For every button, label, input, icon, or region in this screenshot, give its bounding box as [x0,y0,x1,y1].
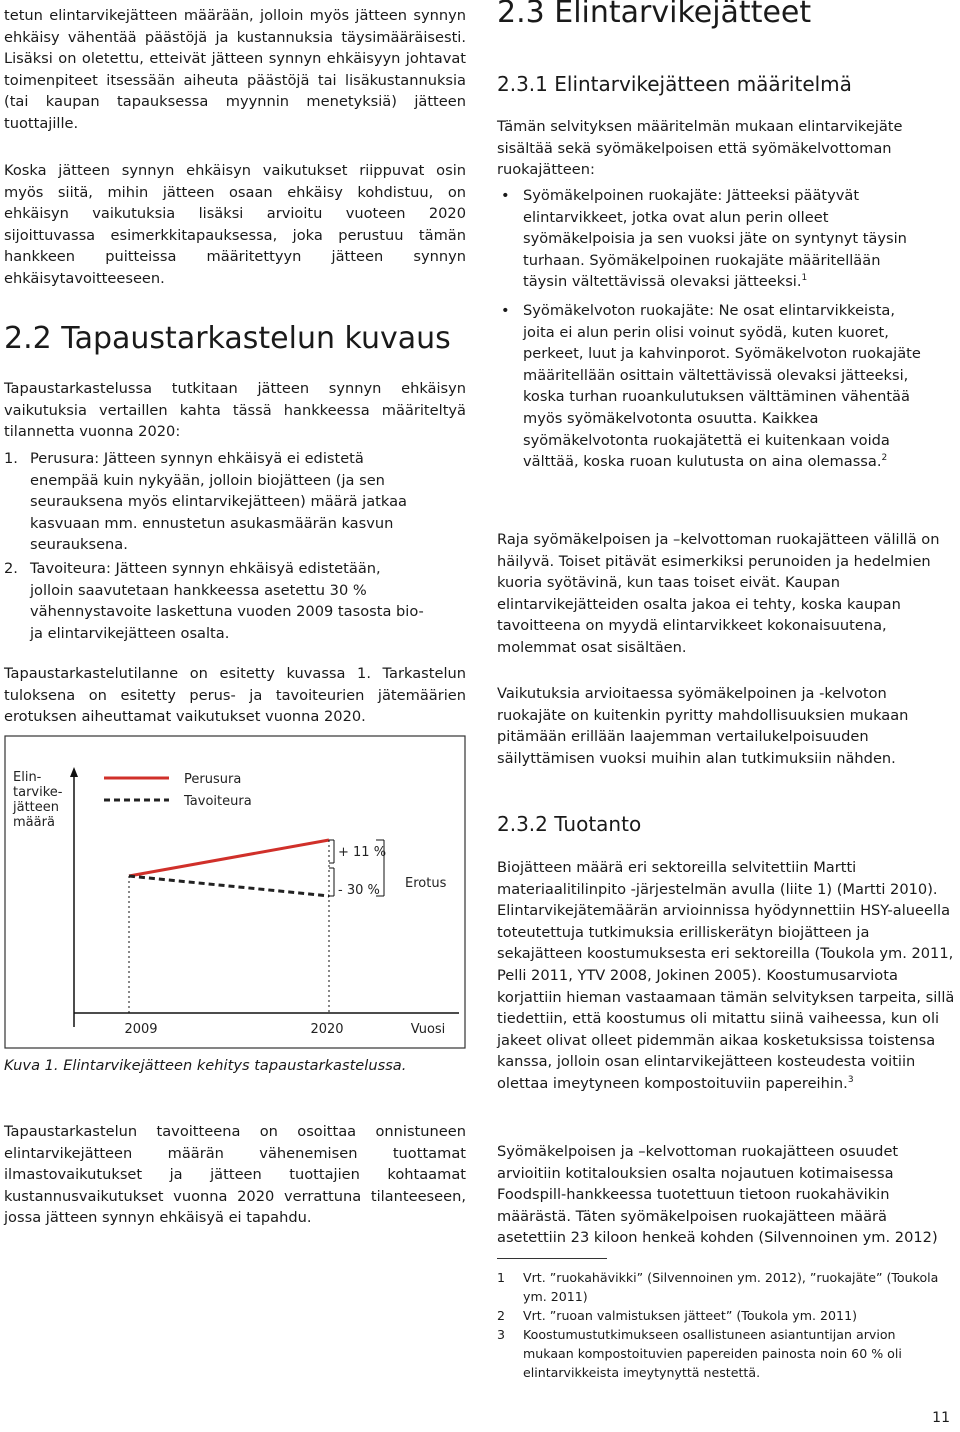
x-axis-label: Vuosi [410,1022,446,1037]
plus-11-label: + 11 % [338,845,387,860]
legend-label-tavoiteura: Tavoiteura [184,794,252,809]
y-label-line: jätteen [13,800,60,815]
definition-bullets [497,185,927,473]
section-heading-2-3: 2.3 Elintarvikejätteet [497,0,812,30]
paragraph-boundary: Raja syömäkelpoisen ja –kelvottoman ruokajätteen välillä on häilyvä. Toiset pitävät esimerkiksi perunoiden ja hedelmien kuoria syötävinä, kun taas toiset eivät. Kaupan elintarvikejätteiden osalta jakoa ei tehty, koska kaupan tavoitteena on myydä elintarvikkeet kokonaisuutena, molemmat osat sisältäen. [497,531,940,656]
page-number: 11 [932,1410,950,1426]
y-label-line: määrä [13,815,55,830]
x-tick-2009: 2009 [124,1022,158,1037]
legend-label-perusura: Perusura [184,772,242,787]
footnote: 1 Vrt. ”ruokahävikki” (Silvennoinen ym. 2012), ”ruokajäte” (Toukola ym. 2011) [497,1270,939,1304]
x-tick-2020: 2020 [310,1022,344,1037]
series-perusura [129,840,329,876]
list-item: 1. Perusura: Jätteen synnyn ehkäisyä ei edistetä enempää kuin nykyään, jolloin biojätteen (ja sen seurauksena myös elintarvikejätteen) määrä jatkaa kasvuaan mm. ennustetun asukasmäärän kasvun seurauksena. [4,450,407,554]
paragraph-figure-intro: Tapaustarkastelutilanne on esitetty kuvassa 1. Tarkastelun tuloksena on esitetty perus- ja tavoiteurien jätemäärien erotuksen aiheuttamat vaikutukset vuonna 2020. [4,665,466,726]
paragraph-assessment: Vaikutuksia arvioitaessa syömäkelpoinen ja -kelvoton ruokajäte on kuitenkin pyritty mahdollisuuksien mukaan pitämään erillään laajemman vertailukelpoisuuden säilyttämisen vuoksi muihin alan tutkimuksiin nähden. [497,685,909,767]
figure-y-label [12,770,63,830]
subsection-heading-2-3-2: 2.3.2 Tuotanto [497,812,642,836]
section-heading-2-2: 2.2 Tapaustarkastelun kuvaus [4,321,451,356]
list-item: • Syömäkelpoinen ruokajäte: Jätteeksi päätyvät elintarvikkeet, jotka ovat alun perin olleet syömäkelpoisia ja sen vuoksi jäte on syntynyt täysin turhaan. Syömäkelpoinen ruokajäte määritellään täysin vältettävissä olevaksi jätteeksi.$^1$ [501,187,907,291]
footnotes [497,1268,947,1382]
y-label-line: tarvike- [13,785,63,800]
paragraph-definition: Tämän selvityksen määritelmän mukaan elintarvikejäte sisältää sekä syömäkelpoisen että syömäkelvottoman ruokajätteen: [497,118,903,179]
paragraph-case-impacts: Koska jätteen synnyn ehkäisyn vaikutukset riippuvat osin myös siitä, mihin jätteen osaan ehkäisy kohdistuu, on ehkäisyn vaikutuksia lisäksi arvioitu vuoteen 2020 sijoittuvassa esimerkkitapauksessa, joka perustuu tämän hankkeen puitteissa määritettyyn jätteen synnyn ehkäisytavoitteeseen. [4,162,466,287]
footnote: 3 Koostumustutkimukseen osallistuneen asiantuntijan arvion mukaan kompostoituvien papereiden painosta noin 60 % oli elintarvikkeista imeytynyttä nestettä. [497,1327,902,1380]
y-axis-arrow [70,767,78,777]
erotus-label: Erotus [405,876,447,891]
paragraph-case-description: Tapaustarkastelussa tutkitaan jätteen synnyn ehkäisyn vaikutuksia vertaillen kahta tässä hankkeessa määriteltyä tilannetta vuonna 2020: [4,380,466,441]
paragraph-intro: tetun elintarvikejätteen määrään, jolloin myös jätteen synnyn ehkäisy vähentää päästöjä ja kustannuksia täysimääräisesti. Lisäksi on oletettu, etteivät jätteen synnyn ehkäisyyn johtavat toimenpiteet itsessään aiheuta päästöjä tai lisäkustannuksia (tai kaupan tapauksessa myynnin menetyksiä) jätteen tuottajille. [4,7,466,132]
paragraph-edible-share: Syömäkelpoisen ja –kelvottoman ruokajätteen osuudet arvioitiin kotitalouksien osalta nojautuen kotimaisessa Foodspill-hankkeessa tuotettuun tietoon ruokahävikin määrästä. Täten syömäkelpoisen ruokajätteen määrä asetettiin 23 kiloon henkeä kohden (Silvennoinen ym. 2012) [497,1143,938,1247]
y-label-line: Elin- [13,770,42,785]
figure-caption: Kuva 1. Elintarvikejätteen kehitys tapaustarkastelussa. [4,1057,407,1074]
list-item: • Syömäkelvoton ruokajäte: Ne osat elintarvikkeista, joita ei alun perin olisi voinut syödä, kuten kuoret, perkeet, luut ja kahvinporot. Syömäkelvoton ruokajäte määritellään osittain vältettävissä olevaksi jätteeksi, koska turhan ruoankulutuksen välttäminen vähentää myös syömäkelvotonta osuutta. Kaikkea syömäkelvotonta ruokajätettä ei kuitenkaan voida välttää, koska ruoan kulutusta on aina olemassa.$^2$ [501,301,921,471]
scenario-figure [4,735,466,1050]
minus-30-label: - 30 % [338,883,380,898]
list-item: 2. Tavoiteura: Jätteen synnyn ehkäisyä edistetään, jolloin saavutetaan hankkeessa asetettu 30 % vähennystavoite laskettuna vuoden 2009 tasosta bio- ja elintarvikejätteen osalta. [4,559,424,642]
paragraph-production: Biojätteen määrä eri sektoreilla selvitettiin Martti materiaalitilinpito -järjestelmän avulla (liite 1) (Martti 2010). Elintarvikejätemäärän arvioinnissa hyödynnettiin HSY-alueella toteutettuja tutkimuksia erilliskerätyn biojätteen ja sekajätteen koostumuksesta eri sektoreilla (Toukola ym. 2011, Pelli 2011, YTV 2008, Jokinen 2005). Koostumusarviota korjattiin hieman vastaamaan tämän selvityksen tarpeita, sillä tiedettiin, että koostumus oli mitattu siinä vaiheessa, kun oli jakeet olivat olleet pidemmän aikaa kosketuksissa toistensa kanssa, jolloin osan elintarvikejätteen kosteudesta voitiin olettaa imeytyneen kompostoituviin papereihin.$^3$ [497,859,955,1092]
footnote: 2 Vrt. ”ruoan valmistuksen jätteet” (Toukola ym. 2011) [497,1308,857,1323]
scenario-list [4,448,424,644]
subsection-heading-2-3-1: 2.3.1 Elintarvikejätteen määritelmä [497,72,852,96]
series-tavoiteura [129,876,329,896]
footnote-rule [497,1258,607,1259]
paragraph-case-goal: Tapaustarkastelun tavoitteena on osoittaa onnistuneen elintarvikejätteen määrän vähenemisen tuottamat ilmastovaikutukset ja jätteen tuottajien kohtaamat kustannusvaikutukset vuonna 2020 verrattuna tilanteeseen, jossa jätteen synnyn ehkäisyä ei tapahdu. [4,1123,466,1227]
